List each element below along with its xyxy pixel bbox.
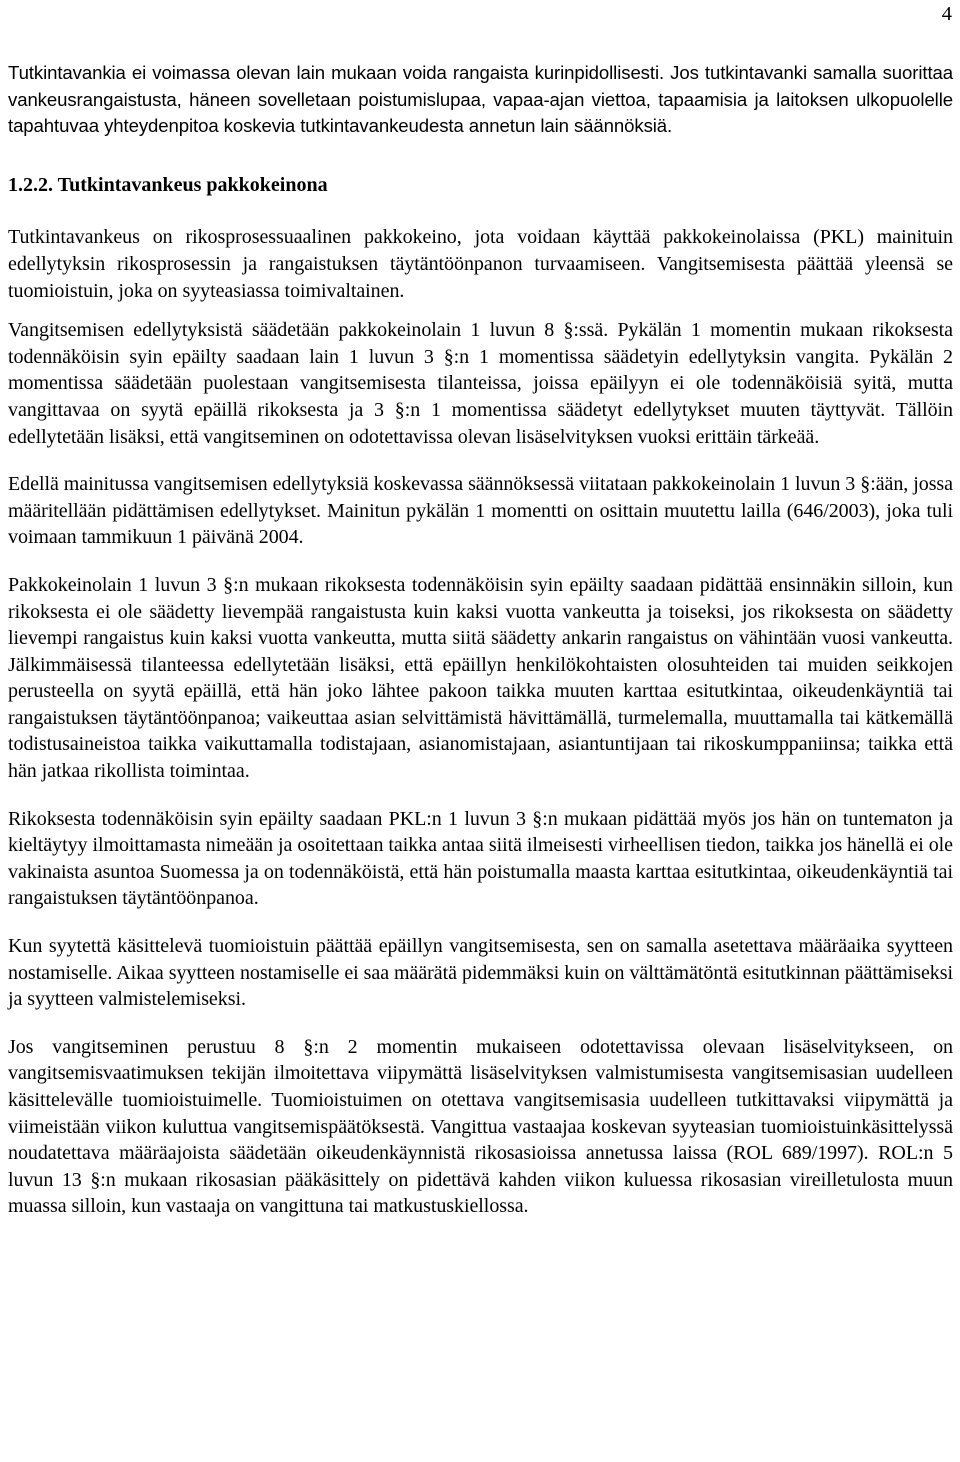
body-paragraph: Kun syytettä käsittelevä tuomioistuin päättää epäillyn vangitsemisesta, sen on samalla asetettava määräaika syytteen nostamiselle. Aikaa syytteen nostamiselle ei saa määrätä pidemmäksi kuin on välttämätöntä esitutkinnan päättämiseksi ja syytteen valmistelemiseksi. [8, 935, 953, 1011]
page-number: 4 [941, 3, 952, 25]
intro-paragraph: Tutkintavankia ei voimassa olevan lain mukaan voida rangaista kurinpidollisesti. Jos tutkintavanki samalla suorittaa vankeusrangaistusta, häneen sovelletaan poistumislupaa, vapaa-ajan viettoa, tapaamisia ja laitoksen ulkopuolelle tapahtuvaa yhteydenpitoa koskevia tutkintavankeudesta annetun lain säännöksiä. [8, 62, 953, 137]
body-paragraph: Vangitsemisen edellytyksistä säädetään pakkokeinolain 1 luvun 8 §:ssä. Pykälän 1 momentin mukaan rikoksesta todennäköisin syin epäilty saadaan lain 1 luvun 3 §:n 1 momentissa säädetyin edellytyksin vangita. Pykälän 2 momentissa säädetään puolestaan vangitsemisesta tilanteissa, joissa epäilyyn ei ole todennäköisiä syitä, mutta vangittavaa on syytä epäillä rikoksesta ja 3 §:n 1 momentissa säädetyt edellytykset muuten täyttyvät. Tällöin edellytetään lisäksi, että vangitseminen on odotettavissa olevan lisäselvityksen vuoksi erittäin tärkeää. [8, 319, 953, 448]
section-heading: 1.2.2. Tutkintavankeus pakkokeinona [8, 173, 328, 196]
body-paragraph: Jos vangitseminen perustuu 8 §:n 2 momentin mukaiseen odotettavissa olevaan lisäselvitykseen, on vangitsemisvaatimuksen tekijän ilmoitettava viipymättä lisäselvityksen valmistumisesta vangitsemisasian uudelleen käsittelevälle tuomioistuimelle. Tuomioistuimen on otettava vangitsemisasia uudelleen tutkittavaksi viipymättä ja viimeistään viikon kuluttua vangitsemispäätöksestä. Vangittua vastaajaa koskevan syyteasian tuomioistuinkäsittelyssä noudatettava määräajoista säädetään oikeudenkäynnistä rikosasioissa annetussa laissa (ROL 689/1997). ROL:n 5 luvun 13 §:n mukaan rikosasian pääkäsittely on pidettävä kahden viikon kuluessa rikosasian vireilletulosta muun muassa silloin, kun vastaaja on vangittuna tai matkustuskiellossa. [8, 1035, 953, 1218]
body-paragraph: Edellä mainitussa vangitsemisen edellytyksiä koskevassa säännöksessä viitataan pakkokeinolain 1 luvun 3 §:ään, jossa määritellään pidättämisen edellytykset. Mainitun pykälän 1 momentti on osittain muutettu lailla (646/2003), joka tuli voimaan tammikuun 1 päivänä 2004. [8, 473, 953, 549]
body-paragraph: Rikoksesta todennäköisin syin epäilty saadaan PKL:n 1 luvun 3 §:n mukaan pidättää myös jos hän on tuntematon ja kieltäytyy ilmoittamasta nimeään ja osoitettaan taikka antaa siitä ilmeisesti virheellisen tiedon, taikka jos hänellä ei ole vakinaista asuntoa Suomessa ja on todennäköistä, että hän poistumalla maasta karttaa esitutkintaa, oikeudenkäyntiä tai rangaistuksen täytäntöönpanoa. [8, 807, 953, 910]
document-body [8, 60, 953, 1220]
body-paragraph: Tutkintavankeus on rikosprosessuaalinen pakkokeino, jota voidaan käyttää pakkokeinolaissa (PKL) mainituin edellytyksin rikosprosessin ja rangaistuksen täytäntöönpanon turvaamiseen. Vangitsemisesta päättää yleensä se tuomioistuin, joka on syyteasiassa toimivaltainen. [8, 226, 953, 302]
body-paragraph: Pakkokeinolain 1 luvun 3 §:n mukaan rikoksesta todennäköisin syin epäilty saadaan pidättää ensinnäkin silloin, kun rikoksesta ei ole säädetty lievempää rangaistusta kuin kaksi vuotta vankeutta ja toiseksi, jos rikoksesta on säädetty lievempi rangaistus kuin kaksi vuotta vankeutta, mutta siitä säädetty ankarin rangaistus on vähintään vuosi vankeutta. Jälkimmäisessä tilanteessa edellytetään lisäksi, että epäillyn henkilökohtaisten olosuhteiden tai muiden seikkojen perusteella on syytä epäillä, että hän joko lähtee pakoon taikka muuten karttaa esitutkintaa, oikeudenkäyntiä tai rangaistuksen täytäntöönpanoa; vaikeuttaa asian selvittämistä hävittämällä, turmelemalla, muuttamalla tai kätkemällä todistusaineistoa taikka vaikuttamalla todistajaan, asianomistajaan, asiantuntijaan tai rikoskumppaniinsa; taikka että hän jatkaa rikollista toimintaa. [8, 573, 953, 783]
